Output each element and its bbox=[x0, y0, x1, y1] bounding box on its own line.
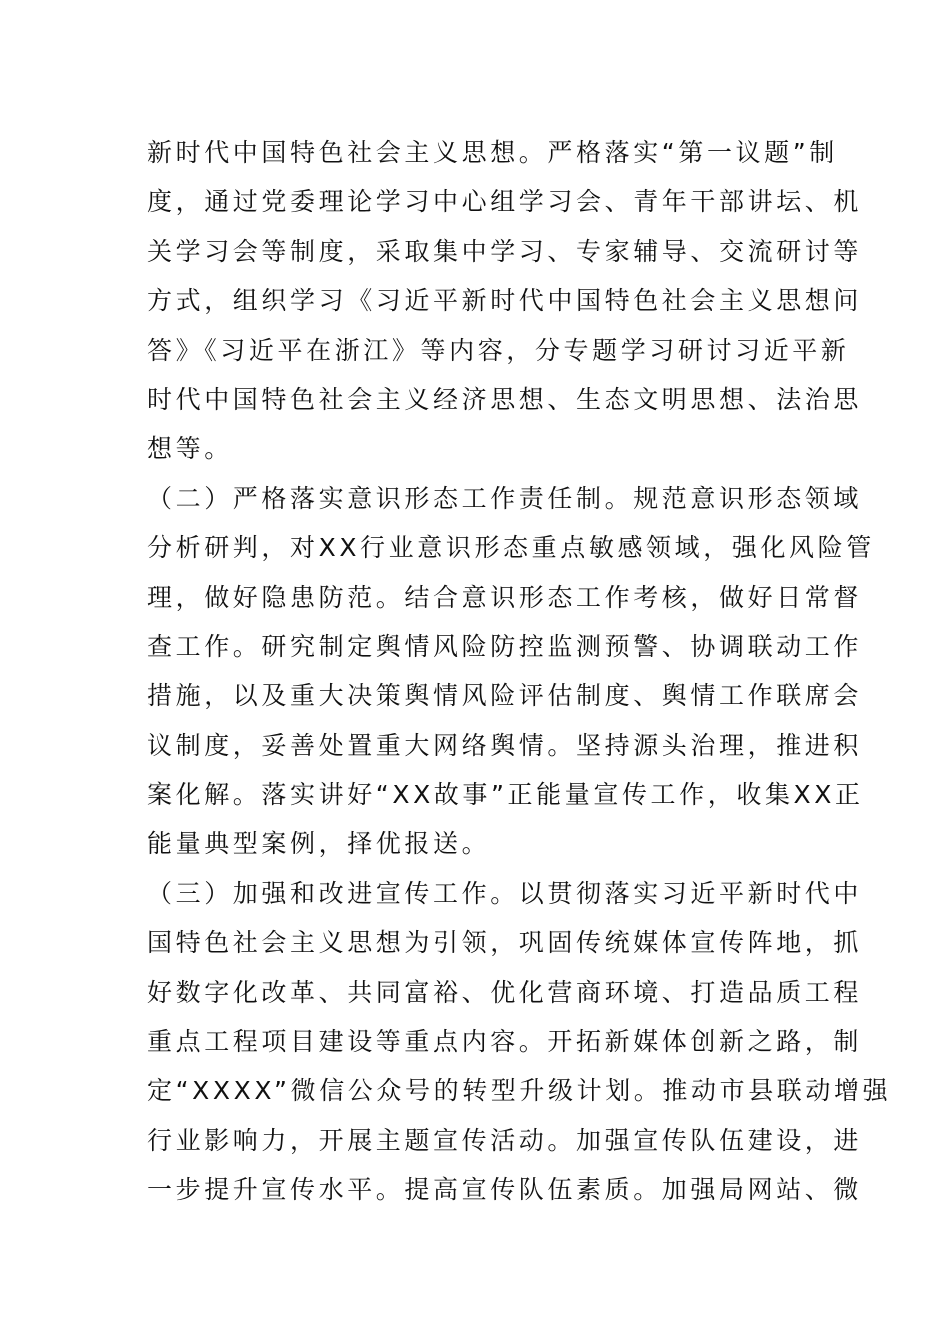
section-heading-line: （二）严格落实意识形态工作责任制。规范意识形态领域 bbox=[147, 483, 863, 513]
text-line: 关学习会等制度，采取集中学习、专家辅导、交流研讨等 bbox=[147, 236, 863, 266]
text-line: 想等。 bbox=[147, 434, 233, 464]
text-line: 国特色社会主义思想为引领，巩固传统媒体宣传阵地，抓 bbox=[147, 928, 863, 958]
text-line: 案化解。落实讲好“XX故事”正能量宣传工作，收集XX正 bbox=[147, 780, 864, 810]
text-line: 重点工程项目建设等重点内容。开拓新媒体创新之路，制 bbox=[147, 1027, 863, 1057]
text-line: 好数字化改革、共同富裕、优化营商环境、打造品质工程 bbox=[147, 977, 863, 1007]
text-line: 答》《习近平在浙江》等内容，分专题学习研讨习近平新 bbox=[147, 335, 850, 365]
section-heading-line: （三）加强和改进宣传工作。以贯彻落实习近平新时代中 bbox=[147, 878, 863, 908]
text-line: 议制度，妥善处置重大网络舆情。坚持源头治理，推进积 bbox=[147, 730, 863, 760]
text-line: 时代中国特色社会主义经济思想、生态文明思想、法治思 bbox=[147, 384, 863, 414]
text-line: 定“XXXX”微信公众号的转型升级计划。推动市县联动增强 bbox=[147, 1076, 892, 1106]
text-line: 查工作。研究制定舆情风险防控监测预警、协调联动工作 bbox=[147, 631, 863, 661]
text-line: 分析研判，对XX行业意识形态重点敏感领域，强化风险管 bbox=[147, 533, 875, 563]
text-line: 行业影响力，开展主题宣传活动。加强宣传队伍建设，进 bbox=[147, 1125, 863, 1155]
text-line: 度，通过党委理论学习中心组学习会、青年干部讲坛、机 bbox=[147, 187, 863, 217]
text-line: 新时代中国特色社会主义思想。严格落实“第一议题”制 bbox=[147, 138, 838, 167]
text-line: 理，做好隐患防范。结合意识形态工作考核，做好日常督 bbox=[147, 582, 863, 612]
text-line: 能量典型案例，择优报送。 bbox=[147, 829, 491, 859]
body-text bbox=[147, 128, 892, 1215]
text-line: 措施，以及重大决策舆情风险评估制度、舆情工作联席会 bbox=[147, 681, 863, 711]
text-line: 一步提升宣传水平。提高宣传队伍素质。加强局网站、微 bbox=[147, 1175, 863, 1205]
text-line: 方式，组织学习《习近平新时代中国特色社会主义思想问 bbox=[147, 286, 863, 316]
